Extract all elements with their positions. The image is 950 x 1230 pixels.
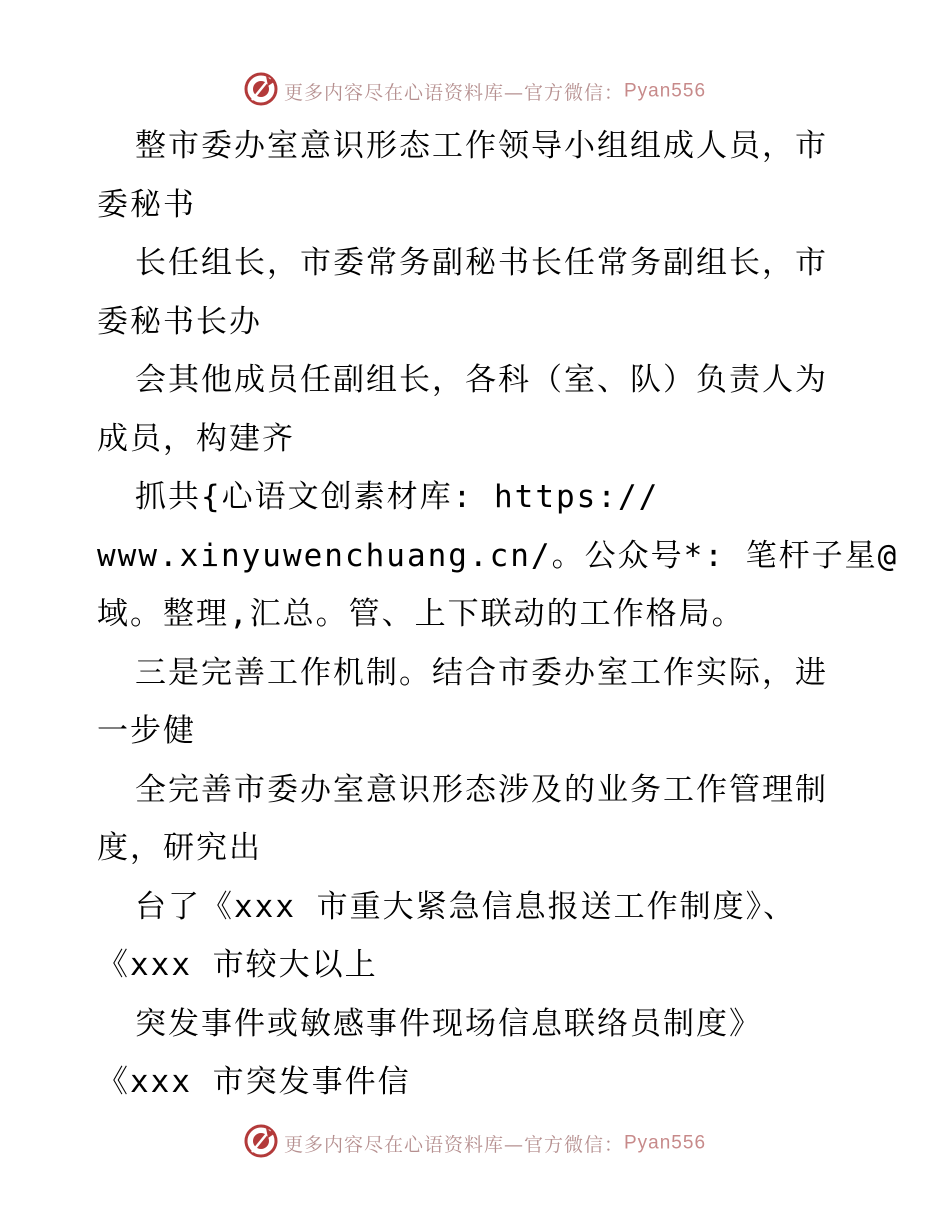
text-line: 委秘书 — [97, 186, 196, 223]
text-line: 度，研究出 — [97, 830, 262, 866]
text-line: 全完善市委办室意识形态涉及的业务工作管理制 — [135, 771, 828, 808]
watermark-wechat-id: Pyan556 — [624, 1132, 707, 1154]
quill-logo-icon — [244, 1124, 278, 1163]
quill-logo-icon — [244, 72, 278, 111]
text-line: 会其他成员任副组长，各科（室、队）负责人为 — [135, 362, 828, 398]
watermark-text: 更多内容尽在心语资料库—官方微信： — [283, 82, 624, 104]
text-line: 整市委办室意识形态工作领导小组组成人员，市 — [135, 128, 828, 164]
text-line: 《xxx 市突发事件信 — [97, 1064, 411, 1100]
text-line: www.xinyuwenchuang.cn/。公众号*: 笔杆子星@ — [97, 537, 899, 574]
text-line: 《xxx 市较大以上 — [97, 947, 378, 983]
text-line: 委秘书长办 — [97, 303, 262, 340]
text-line: 抓共{心语文创素材库: https:// — [135, 479, 660, 515]
text-line: 一步健 — [97, 713, 196, 749]
footer-watermark — [0, 1124, 950, 1163]
watermark-text: 更多内容尽在心语资料库—官方微信： — [283, 1134, 624, 1156]
text-line: 成员，构建齐 — [97, 420, 295, 457]
text-line: 突发事件或敏感事件现场信息联络员制度》 — [135, 1005, 762, 1042]
document-body — [97, 117, 899, 1112]
watermark-wechat-id: Pyan556 — [624, 80, 707, 102]
text-line: 域。整理,汇总。管、上下联动的工作格局。 — [97, 596, 745, 632]
text-line: 三是完善工作机制。结合市委办室工作实际，进 — [135, 654, 828, 691]
header-watermark — [0, 72, 950, 111]
text-line: 台了《xxx 市重大紧急信息报送工作制度》、 — [135, 888, 797, 925]
text-line: 长任组长，市委常务副秘书长任常务副组长，市 — [135, 245, 828, 281]
